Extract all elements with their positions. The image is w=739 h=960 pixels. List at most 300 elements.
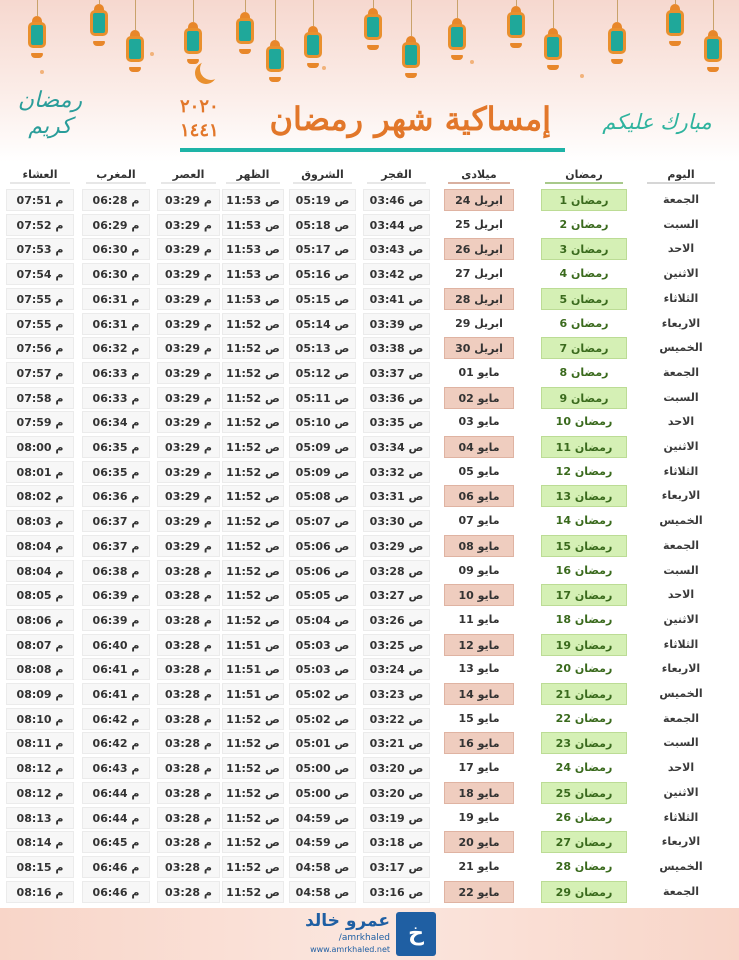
- cell-isha: 08:10 م: [6, 708, 74, 730]
- cell-dhuhr: 11:51 ص: [222, 658, 284, 680]
- cell-greg: 24 ابريل: [444, 189, 514, 211]
- cell-isha: 08:04 م: [6, 535, 74, 557]
- cell-asr: 03:29 م: [157, 238, 220, 260]
- cell-sunrise: 05:02 ص: [289, 683, 356, 705]
- cell-greg: 09 مايو: [458, 563, 500, 577]
- cell-greg: 20 مايو: [444, 831, 514, 853]
- mubarak-calligraphy: مبارك عليكم: [602, 110, 712, 134]
- cell-ramadan: 27 رمضان: [541, 831, 627, 853]
- cell-sunrise: 05:06 ص: [289, 560, 356, 582]
- cell-greg: 19 مايو: [458, 810, 500, 824]
- cell-ramadan: 26 رمضان: [555, 810, 613, 824]
- sparkle-icon: [580, 74, 584, 78]
- header-maghrib: المغرب: [82, 164, 150, 186]
- cell-fajr: 03:26 ص: [363, 609, 430, 631]
- cell-isha: 08:16 م: [6, 881, 74, 903]
- cell-greg: 07 مايو: [458, 514, 500, 528]
- cell-day: الخميس: [659, 514, 703, 528]
- cell-asr: 03:28 م: [157, 658, 220, 680]
- cell-dhuhr: 11:52 ص: [222, 881, 284, 903]
- cell-isha: 07:52 م: [6, 214, 74, 236]
- social-handle: /amrkhaled: [338, 933, 390, 943]
- cell-sunrise: 05:17 ص: [289, 238, 356, 260]
- cell-isha: 07:55 م: [6, 313, 74, 335]
- cell-isha: 08:11 م: [6, 732, 74, 754]
- cell-dhuhr: 11:52 ص: [222, 411, 284, 433]
- cell-sunrise: 05:02 ص: [289, 708, 356, 730]
- cell-ramadan: 9 رمضان: [541, 387, 627, 409]
- cell-isha: 08:08 م: [6, 658, 74, 680]
- cell-ramadan: 7 رمضان: [541, 337, 627, 359]
- cell-asr: 03:29 م: [157, 189, 220, 211]
- cell-isha: 08:04 م: [6, 560, 74, 582]
- cell-asr: 03:28 م: [157, 757, 220, 779]
- cell-asr: 03:29 م: [157, 387, 220, 409]
- cell-ramadan: 10 رمضان: [555, 415, 613, 429]
- cell-day: السبت: [663, 390, 699, 404]
- header-gregorian: ميلادى: [444, 164, 514, 186]
- cell-sunrise: 04:58 ص: [289, 881, 356, 903]
- cell-ramadan: 11 رمضان: [541, 436, 627, 458]
- cell-day: الثلاثاء: [663, 464, 699, 478]
- cell-greg: 28 ابريل: [444, 288, 514, 310]
- table-row: [0, 411, 739, 433]
- table-row: [0, 214, 739, 236]
- cell-ramadan: 1 رمضان: [541, 189, 627, 211]
- cell-fajr: 03:25 ص: [363, 634, 430, 656]
- cell-dhuhr: 11:52 ص: [222, 807, 284, 829]
- cell-asr: 03:29 م: [157, 214, 220, 236]
- cell-asr: 03:29 م: [157, 411, 220, 433]
- cell-ramadan: 6 رمضان: [559, 316, 609, 330]
- cell-asr: 03:29 م: [157, 461, 220, 483]
- table-row: [0, 560, 739, 582]
- cell-asr: 03:28 م: [157, 732, 220, 754]
- cell-fajr: 03:39 ص: [363, 313, 430, 335]
- table-row: [0, 609, 739, 631]
- cell-maghrib: 06:40 م: [82, 634, 150, 656]
- cell-dhuhr: 11:52 ص: [222, 362, 284, 384]
- table-row: [0, 881, 739, 903]
- cell-greg: 30 ابريل: [444, 337, 514, 359]
- cell-sunrise: 05:09 ص: [289, 436, 356, 458]
- cell-fajr: 03:30 ص: [363, 510, 430, 532]
- cell-dhuhr: 11:52 ص: [222, 560, 284, 582]
- cell-maghrib: 06:41 م: [82, 683, 150, 705]
- table-row: [0, 708, 739, 730]
- cell-maghrib: 06:45 م: [82, 831, 150, 853]
- cell-day: الاحد: [667, 242, 695, 256]
- cell-asr: 03:28 م: [157, 609, 220, 631]
- cell-isha: 08:12 م: [6, 782, 74, 804]
- cell-greg: 04 مايو: [444, 436, 514, 458]
- cell-maghrib: 06:44 م: [82, 807, 150, 829]
- cell-sunrise: 05:03 ص: [289, 634, 356, 656]
- cell-fajr: 03:41 ص: [363, 288, 430, 310]
- cell-maghrib: 06:35 م: [82, 436, 150, 458]
- cell-sunrise: 05:11 ص: [289, 387, 356, 409]
- year-gregorian: ٢٠٢٠: [180, 96, 219, 117]
- cell-greg: 14 مايو: [444, 683, 514, 705]
- cell-isha: 08:01 م: [6, 461, 74, 483]
- cell-ramadan: 18 رمضان: [555, 612, 613, 626]
- cell-isha: 07:56 م: [6, 337, 74, 359]
- cell-sunrise: 05:19 ص: [289, 189, 356, 211]
- table-row: [0, 313, 739, 335]
- cell-greg: 27 ابريل: [455, 267, 503, 281]
- table-row: [0, 387, 739, 409]
- cell-ramadan: 22 رمضان: [555, 711, 613, 725]
- cell-asr: 03:29 م: [157, 485, 220, 507]
- cell-fajr: 03:35 ص: [363, 411, 430, 433]
- table-row: [0, 362, 739, 384]
- header-isha: العشاء: [6, 164, 74, 186]
- cell-ramadan: 21 رمضان: [541, 683, 627, 705]
- cell-asr: 03:28 م: [157, 683, 220, 705]
- sparkle-icon: [40, 70, 44, 74]
- cell-sunrise: 04:59 ص: [289, 807, 356, 829]
- cell-greg: 08 مايو: [444, 535, 514, 557]
- header-ramadan: رمضان: [541, 164, 627, 186]
- cell-isha: 08:00 م: [6, 436, 74, 458]
- cell-greg: 06 مايو: [444, 485, 514, 507]
- cell-ramadan: 29 رمضان: [541, 881, 627, 903]
- cell-sunrise: 05:01 ص: [289, 732, 356, 754]
- cell-sunrise: 04:58 ص: [289, 856, 356, 878]
- cell-dhuhr: 11:51 ص: [222, 683, 284, 705]
- cell-asr: 03:29 م: [157, 337, 220, 359]
- cell-dhuhr: 11:52 ص: [222, 584, 284, 606]
- cell-fajr: 03:29 ص: [363, 535, 430, 557]
- cell-day: الجمعة: [662, 538, 700, 552]
- title-block: [180, 90, 565, 152]
- cell-ramadan: 19 رمضان: [541, 634, 627, 656]
- cell-day: الاربعاء: [661, 835, 701, 849]
- cell-maghrib: 06:33 م: [82, 362, 150, 384]
- cell-fajr: 03:38 ص: [363, 337, 430, 359]
- cell-day: الثلاثاء: [663, 810, 699, 824]
- cell-fajr: 03:43 ص: [363, 238, 430, 260]
- cell-sunrise: 05:13 ص: [289, 337, 356, 359]
- cell-ramadan: 4 رمضان: [559, 267, 609, 281]
- footer: [0, 908, 739, 960]
- cell-greg: 16 مايو: [444, 732, 514, 754]
- cell-day: الجمعة: [662, 193, 700, 206]
- cell-isha: 08:14 م: [6, 831, 74, 853]
- table-row: [0, 584, 739, 606]
- cell-isha: 07:57 م: [6, 362, 74, 384]
- sparkle-icon: [150, 52, 154, 56]
- cell-asr: 03:28 م: [157, 782, 220, 804]
- cell-maghrib: 06:38 م: [82, 560, 150, 582]
- cell-fajr: 03:36 ص: [363, 387, 430, 409]
- cell-day: الثلاثاء: [663, 291, 699, 305]
- table-row: [0, 856, 739, 878]
- table-row: [0, 535, 739, 557]
- cell-fajr: 03:22 ص: [363, 708, 430, 730]
- cell-greg: 18 مايو: [444, 782, 514, 804]
- table-row: [0, 732, 739, 754]
- table-row: [0, 510, 739, 532]
- cell-asr: 03:29 م: [157, 288, 220, 310]
- cell-day: الاربعاء: [661, 316, 701, 330]
- cell-dhuhr: 11:52 ص: [222, 337, 284, 359]
- cell-fajr: 03:18 ص: [363, 831, 430, 853]
- cell-maghrib: 06:28 م: [82, 189, 150, 211]
- cell-asr: 03:29 م: [157, 313, 220, 335]
- cell-maghrib: 06:44 م: [82, 782, 150, 804]
- cell-dhuhr: 11:52 ص: [222, 856, 284, 878]
- header-sunrise: الشروق: [289, 164, 356, 186]
- cell-maghrib: 06:30 م: [82, 238, 150, 260]
- cell-day: الاثنين: [663, 440, 699, 453]
- cell-asr: 03:29 م: [157, 362, 220, 384]
- logo-icon: خ: [396, 912, 436, 956]
- crescent-moon-icon: [200, 58, 222, 80]
- cell-greg: 01 مايو: [458, 365, 500, 379]
- cell-greg: 12 مايو: [444, 634, 514, 656]
- table-row: [0, 658, 739, 680]
- cell-sunrise: 05:03 ص: [289, 658, 356, 680]
- cell-ramadan: 20 رمضان: [555, 662, 613, 676]
- cell-fajr: 03:34 ص: [363, 436, 430, 458]
- cell-greg: 29 ابريل: [455, 316, 503, 330]
- cell-dhuhr: 11:52 ص: [222, 609, 284, 631]
- cell-isha: 08:15 م: [6, 856, 74, 878]
- cell-dhuhr: 11:51 ص: [222, 634, 284, 656]
- cell-fajr: 03:28 ص: [363, 560, 430, 582]
- cell-greg: 11 مايو: [458, 612, 500, 626]
- cell-ramadan: 5 رمضان: [541, 288, 627, 310]
- cell-maghrib: 06:41 م: [82, 658, 150, 680]
- cell-ramadan: 23 رمضان: [541, 732, 627, 754]
- header-dhuhr: الظهر: [222, 164, 284, 186]
- cell-fajr: 03:19 ص: [363, 807, 430, 829]
- cell-maghrib: 06:34 م: [82, 411, 150, 433]
- cell-asr: 03:29 م: [157, 535, 220, 557]
- cell-greg: 22 مايو: [444, 881, 514, 903]
- cell-maghrib: 06:36 م: [82, 485, 150, 507]
- cell-sunrise: 04:59 ص: [289, 831, 356, 853]
- cell-sunrise: 05:00 ص: [289, 782, 356, 804]
- cell-fajr: 03:44 ص: [363, 214, 430, 236]
- cell-dhuhr: 11:52 ص: [222, 485, 284, 507]
- cell-asr: 03:29 م: [157, 263, 220, 285]
- table-row: [0, 807, 739, 829]
- cell-maghrib: 06:42 م: [82, 732, 150, 754]
- cell-ramadan: 3 رمضان: [541, 238, 627, 260]
- cell-dhuhr: 11:52 ص: [222, 831, 284, 853]
- cell-day: الجمعة: [662, 884, 700, 898]
- cell-maghrib: 06:37 م: [82, 535, 150, 557]
- cell-day: الاثنين: [663, 267, 699, 281]
- cell-isha: 07:59 م: [6, 411, 74, 433]
- cell-isha: 08:07 م: [6, 634, 74, 656]
- cell-isha: 07:54 م: [6, 263, 74, 285]
- cell-maghrib: 06:31 م: [82, 313, 150, 335]
- cell-fajr: 03:23 ص: [363, 683, 430, 705]
- cell-day: الاربعاء: [661, 662, 701, 676]
- cell-dhuhr: 11:52 ص: [222, 313, 284, 335]
- cell-dhuhr: 11:52 ص: [222, 461, 284, 483]
- cell-sunrise: 05:00 ص: [289, 757, 356, 779]
- cell-fajr: 03:42 ص: [363, 263, 430, 285]
- cell-greg: 17 مايو: [458, 761, 500, 775]
- cell-ramadan: 8 رمضان: [559, 365, 609, 379]
- table-row: [0, 436, 739, 458]
- cell-greg: 10 مايو: [444, 584, 514, 606]
- cell-sunrise: 05:09 ص: [289, 461, 356, 483]
- cell-ramadan: 12 رمضان: [555, 464, 613, 478]
- title-years: [180, 95, 219, 143]
- cell-fajr: 03:32 ص: [363, 461, 430, 483]
- header-day: اليوم: [643, 164, 719, 186]
- cell-maghrib: 06:39 م: [82, 584, 150, 606]
- cell-maghrib: 06:46 م: [82, 881, 150, 903]
- table-row: [0, 288, 739, 310]
- cell-ramadan: 15 رمضان: [541, 535, 627, 557]
- cell-asr: 03:28 م: [157, 856, 220, 878]
- cell-fajr: 03:46 ص: [363, 189, 430, 211]
- table-row: [0, 831, 739, 853]
- cell-day: السبت: [663, 736, 699, 750]
- cell-asr: 03:28 م: [157, 831, 220, 853]
- table-row: [0, 782, 739, 804]
- cell-dhuhr: 11:52 ص: [222, 708, 284, 730]
- cell-sunrise: 05:12 ص: [289, 362, 356, 384]
- sparkle-icon: [322, 66, 326, 70]
- cell-maghrib: 06:31 م: [82, 288, 150, 310]
- cell-fajr: 03:24 ص: [363, 658, 430, 680]
- cell-isha: 07:55 م: [6, 288, 74, 310]
- cell-fajr: 03:20 ص: [363, 782, 430, 804]
- table-row: [0, 238, 739, 260]
- cell-day: الاحد: [667, 761, 695, 775]
- cell-isha: 08:13 م: [6, 807, 74, 829]
- cell-maghrib: 06:42 م: [82, 708, 150, 730]
- cell-maghrib: 06:30 م: [82, 263, 150, 285]
- cell-asr: 03:29 م: [157, 510, 220, 532]
- cell-sunrise: 05:08 ص: [289, 485, 356, 507]
- cell-isha: 08:03 م: [6, 510, 74, 532]
- cell-day: الخميس: [659, 687, 703, 700]
- cell-sunrise: 05:18 ص: [289, 214, 356, 236]
- table-row: [0, 485, 739, 507]
- cell-isha: 08:02 م: [6, 485, 74, 507]
- cell-asr: 03:28 م: [157, 807, 220, 829]
- cell-dhuhr: 11:52 ص: [222, 535, 284, 557]
- cell-asr: 03:28 م: [157, 560, 220, 582]
- cell-dhuhr: 11:53 ص: [222, 238, 284, 260]
- cell-asr: 03:29 م: [157, 436, 220, 458]
- cell-fajr: 03:27 ص: [363, 584, 430, 606]
- cell-fajr: 03:37 ص: [363, 362, 430, 384]
- cell-isha: 07:53 م: [6, 238, 74, 260]
- year-hijri: ١٤٤١: [180, 120, 219, 141]
- cell-dhuhr: 11:52 ص: [222, 436, 284, 458]
- cell-maghrib: 06:46 م: [82, 856, 150, 878]
- table-header: [0, 164, 739, 186]
- cell-ramadan: 24 رمضان: [555, 761, 613, 775]
- cell-isha: 08:12 م: [6, 757, 74, 779]
- cell-dhuhr: 11:52 ص: [222, 387, 284, 409]
- cell-day: السبت: [663, 563, 699, 577]
- cell-ramadan: 28 رمضان: [555, 859, 613, 873]
- website-link[interactable]: www.amrkhaled.net: [310, 945, 390, 954]
- table-row: [0, 337, 739, 359]
- cell-ramadan: 17 رمضان: [541, 584, 627, 606]
- cell-sunrise: 05:05 ص: [289, 584, 356, 606]
- cell-dhuhr: 11:53 ص: [222, 288, 284, 310]
- cell-maghrib: 06:35 م: [82, 461, 150, 483]
- cell-fajr: 03:16 ص: [363, 881, 430, 903]
- cell-greg: 26 ابريل: [444, 238, 514, 260]
- cell-sunrise: 05:07 ص: [289, 510, 356, 532]
- cell-dhuhr: 11:52 ص: [222, 757, 284, 779]
- cell-ramadan: 13 رمضان: [541, 485, 627, 507]
- cell-day: الاربعاء: [661, 489, 701, 503]
- cell-isha: 08:05 م: [6, 584, 74, 606]
- cell-sunrise: 05:10 ص: [289, 411, 356, 433]
- cell-day: الجمعة: [662, 365, 700, 379]
- cell-maghrib: 06:43 م: [82, 757, 150, 779]
- cell-dhuhr: 11:53 ص: [222, 263, 284, 285]
- cell-day: الجمعة: [662, 711, 700, 725]
- cell-isha: 08:06 م: [6, 609, 74, 631]
- cell-greg: 25 ابريل: [455, 217, 503, 231]
- cell-fajr: 03:21 ص: [363, 732, 430, 754]
- cell-maghrib: 06:37 م: [82, 510, 150, 532]
- cell-isha: 07:58 م: [6, 387, 74, 409]
- cell-asr: 03:28 م: [157, 634, 220, 656]
- cell-sunrise: 05:15 ص: [289, 288, 356, 310]
- brand-name: عمرو خالد: [305, 911, 390, 931]
- cell-isha: 08:09 م: [6, 683, 74, 705]
- cell-day: الاحد: [667, 415, 695, 429]
- table-row: [0, 461, 739, 483]
- cell-fajr: 03:20 ص: [363, 757, 430, 779]
- cell-asr: 03:28 م: [157, 708, 220, 730]
- cell-day: الاثنين: [663, 785, 699, 799]
- cell-greg: 21 مايو: [458, 859, 500, 873]
- table-row: [0, 634, 739, 656]
- table-row: [0, 263, 739, 285]
- cell-isha: 07:51 م: [6, 189, 74, 211]
- cell-ramadan: 16 رمضان: [555, 563, 613, 577]
- ramadan-kareem-calligraphy: رمضان كريم: [17, 88, 83, 139]
- cell-maghrib: 06:29 م: [82, 214, 150, 236]
- cell-ramadan: 2 رمضان: [559, 217, 609, 231]
- cell-day: السبت: [663, 217, 699, 231]
- cell-day: الثلاثاء: [663, 637, 699, 651]
- cell-sunrise: 05:14 ص: [289, 313, 356, 335]
- cell-maghrib: 06:32 م: [82, 337, 150, 359]
- cell-greg: 15 مايو: [458, 711, 500, 725]
- table-row: [0, 189, 739, 211]
- cell-ramadan: 14 رمضان: [555, 514, 613, 528]
- cell-day: الاحد: [667, 588, 695, 602]
- cell-day: الخميس: [659, 341, 703, 355]
- cell-asr: 03:28 م: [157, 881, 220, 903]
- page-title: إمساكية شهر رمضان: [269, 100, 551, 138]
- header-banner: [0, 0, 739, 162]
- cell-greg: 02 مايو: [444, 387, 514, 409]
- cell-greg: 13 مايو: [458, 662, 500, 676]
- cell-dhuhr: 11:52 ص: [222, 732, 284, 754]
- cell-greg: 03 مايو: [458, 415, 500, 429]
- cell-dhuhr: 11:52 ص: [222, 782, 284, 804]
- cell-dhuhr: 11:52 ص: [222, 510, 284, 532]
